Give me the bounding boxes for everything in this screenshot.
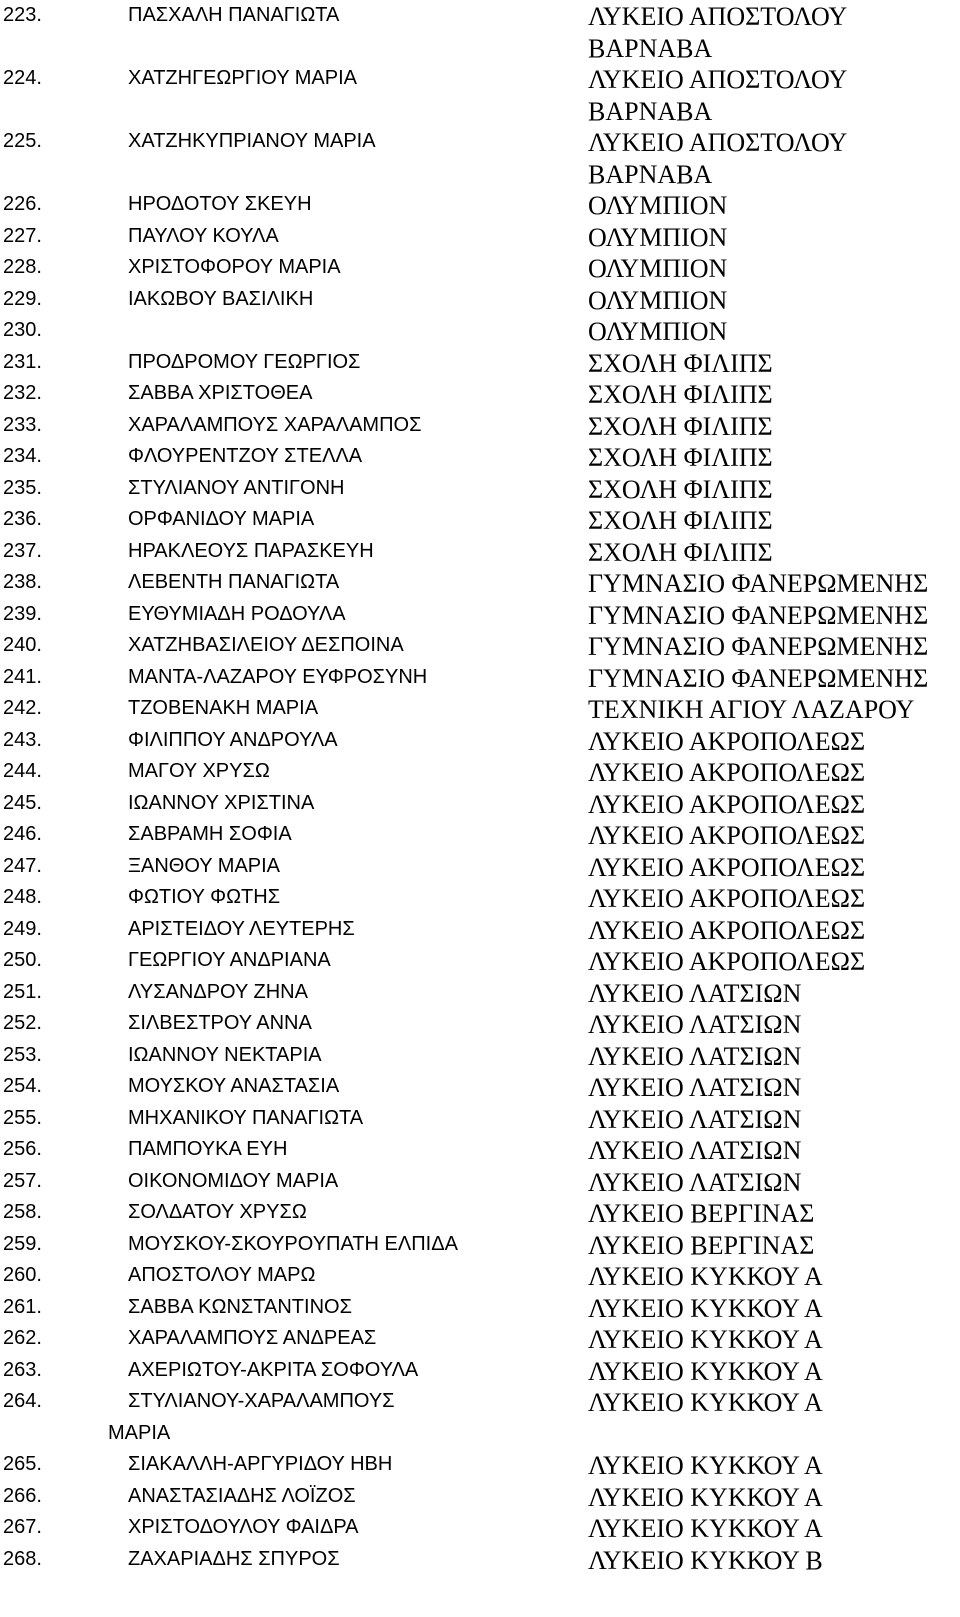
list-item <box>0 1229 960 1261</box>
person-name: ΠΑΜΠΟΥΚΑ ΕΥΗ <box>128 1138 288 1160</box>
person-name: ΟΙΚΟΝΟΜΙΔΟΥ ΜΑΡΙΑ <box>128 1169 339 1192</box>
row-number: 232. <box>3 382 42 404</box>
row-number: 248. <box>3 886 42 908</box>
list-item <box>0 1386 960 1449</box>
list-item <box>0 410 960 442</box>
list-item <box>0 1544 960 1576</box>
row-number: 258. <box>3 1201 42 1223</box>
school-name: ΛΥΚΕΙΟ ΑΚΡΟΠΟΛΕΩΣ <box>588 726 866 756</box>
person-name: ΣΑΒΒΑ ΚΩΝΣΤΑΝΤΙΝΟΣ <box>128 1295 352 1318</box>
school-name: ΟΛΥΜΠΙΟΝ <box>588 254 728 283</box>
list-item <box>0 347 960 379</box>
row-number: 245. <box>3 791 42 814</box>
list-item <box>0 473 960 505</box>
school-name: ΛΥΚΕΙΟ ΛΑΤΣΙΩΝ <box>588 1010 802 1039</box>
school-name: ΓΥΜΝΑΣΙΟ ΦΑΝΕΡΩΜΕΝΗΣ <box>588 663 929 693</box>
school-name: ΛΥΚΕΙΟ ΛΑΤΣΙΩΝ <box>588 1136 802 1165</box>
list-item <box>0 851 960 883</box>
person-name: ΣΤΥΛΙΑΝΟΥ ΑΝΤΙΓΟΝΗ <box>128 476 345 499</box>
row-number: 260. <box>3 1264 42 1286</box>
school-name: ΛΥΚΕΙΟ ΒΕΡΓΙΝΑΣ <box>588 1199 815 1228</box>
school-name: ΓΥΜΝΑΣΙΟ ΦΑΝΕΡΩΜΕΝΗΣ <box>588 632 929 661</box>
school-name: ΛΥΚΕΙΟ ΑΚΡΟΠΟΛΕΩΣ <box>588 821 866 850</box>
list-item <box>0 1260 960 1292</box>
school-name: ΛΥΚΕΙΟ ΑΚΡΟΠΟΛΕΩΣ <box>588 758 866 787</box>
row-number: 242. <box>3 697 42 719</box>
person-name: ΦΛΟΥΡΕΝΤΖΟΥ ΣΤΕΛΛΑ <box>128 445 363 467</box>
row-number: 227. <box>3 224 42 247</box>
person-name: ΧΑΤΖΗΒΑΣΙΛΕΙΟΥ ΔΕΣΠΟΙΝΑ <box>128 634 404 656</box>
row-number: 224. <box>3 67 42 89</box>
row-number: 252. <box>3 1012 42 1034</box>
person-name: ΙΑΚΩΒΟΥ ΒΑΣΙΛΙΚΗ <box>128 287 314 310</box>
person-name: ΤΖΟΒΕΝΑΚΗ ΜΑΡΙΑ <box>128 697 319 719</box>
school-name: ΣΧΟΛΗ ΦΙΛΙΠΣ <box>588 537 773 567</box>
row-number: 234. <box>3 445 42 467</box>
school-name: ΣΧΟΛΗ ΦΙΛΙΠΣ <box>588 506 773 535</box>
row-number: 239. <box>3 602 42 625</box>
school-name: ΤΕΧΝΙΚΗ ΑΓΙΟΥ ΛΑΖΑΡΟΥ <box>588 695 915 724</box>
list-item <box>0 1323 960 1355</box>
school-name: ΛΥΚΕΙΟ ΚΥΚΚΟΥ Α <box>588 1388 823 1417</box>
person-name: ΣΤΥΛΙΑΝΟΥ-ΧΑΡΑΛΑΜΠΟΥΣ ΜΑΡΙΑ <box>108 1390 395 1444</box>
list-item <box>0 662 960 694</box>
person-name: ΛΥΣΑΝΔΡΟΥ ΖΗΝΑ <box>128 980 308 1003</box>
school-name: ΛΥΚΕΙΟ ΑΚΡΟΠΟΛΕΩΣ <box>588 852 866 882</box>
person-name: ΧΑΡΑΛΑΜΠΟΥΣ ΑΝΔΡΕΑΣ <box>128 1327 377 1349</box>
person-name: ΟΡΦΑΝΙΔΟΥ ΜΑΡΙΑ <box>128 508 315 530</box>
list-item <box>0 1134 960 1166</box>
row-number: 257. <box>3 1169 42 1192</box>
list-item <box>0 504 960 536</box>
school-name: ΓΥΜΝΑΣΙΟ ΦΑΝΕΡΩΜΕΝΗΣ <box>588 569 929 598</box>
person-name: ΗΡΑΚΛΕΟΥΣ ΠΑΡΑΣΚΕΥΗ <box>128 539 374 562</box>
person-name: ΑΠΟΣΤΟΛΟΥ ΜΑΡΩ <box>128 1264 316 1286</box>
person-name: ΧΑΤΖΗΚΥΠΡΙΑΝΟΥ ΜΑΡΙΑ <box>128 130 376 152</box>
school-name: ΣΧΟΛΗ ΦΙΛΙΠΣ <box>588 474 773 504</box>
school-name: ΛΥΚΕΙΟ ΚΥΚΚΟΥ Α <box>588 1356 823 1386</box>
list-item <box>0 1292 960 1324</box>
list-item <box>0 599 960 631</box>
list-item <box>0 945 960 977</box>
list-item <box>0 1071 960 1103</box>
person-name: ΠΑΣΧΑΛΗ ΠΑΝΑΓΙΩΤΑ <box>128 4 340 26</box>
row-number: 247. <box>3 854 42 877</box>
school-name: ΛΥΚΕΙΟ ΒΕΡΓΙΝΑΣ <box>588 1230 815 1260</box>
school-name: ΛΥΚΕΙΟ ΑΚΡΟΠΟΛΕΩΣ <box>588 947 866 976</box>
person-name: ΣΟΛΔΑΤΟΥ ΧΡΥΣΩ <box>128 1201 307 1223</box>
person-name: ΙΩΑΝΝΟΥ ΧΡΙΣΤΙΝΑ <box>128 791 315 814</box>
row-number: 243. <box>3 728 42 751</box>
person-name: ΧΑΡΑΛΑΜΠΟΥΣ ΧΑΡΑΛΑΜΠΟΣ <box>128 413 422 436</box>
list-item <box>0 819 960 851</box>
person-name: ΧΑΤΖΗΓΕΩΡΓΙΟΥ ΜΑΡΙΑ <box>128 67 357 89</box>
person-name: ΜΟΥΣΚΟΥ ΑΝΑΣΤΑΣΙΑ <box>128 1075 340 1097</box>
list-item <box>0 378 960 410</box>
person-name: ΜΑΓΟΥ ΧΡΥΣΩ <box>128 760 270 782</box>
school-name: ΛΥΚΕΙΟ ΚΥΚΚΟΥ Α <box>588 1482 823 1512</box>
list-item <box>0 221 960 253</box>
row-number: 266. <box>3 1484 42 1507</box>
row-number: 263. <box>3 1358 42 1381</box>
list-item <box>0 567 960 599</box>
row-number: 251. <box>3 980 42 1003</box>
person-name: ΦΩΤΙΟΥ ΦΩΤΗΣ <box>128 886 281 908</box>
school-name: ΛΥΚΕΙΟ ΛΑΤΣΙΩΝ <box>588 978 802 1008</box>
row-number: 268. <box>3 1547 42 1570</box>
school-name: ΟΛΥΜΠΙΟΝ <box>588 222 728 252</box>
person-name: ΧΡΙΣΤΟΦΟΡΟΥ ΜΑΡΙΑ <box>128 256 341 278</box>
school-name: ΛΥΚΕΙΟ ΚΥΚΚΟΥ Α <box>588 1262 823 1291</box>
list-item <box>0 1040 960 1072</box>
row-number: 241. <box>3 665 42 688</box>
row-number: 226. <box>3 193 42 215</box>
person-name: ΠΑΥΛΟΥ ΚΟΥΛΑ <box>128 224 279 247</box>
list-item <box>0 914 960 946</box>
row-number: 265. <box>3 1453 42 1475</box>
school-name: ΟΛΥΜΠΙΟΝ <box>588 191 728 220</box>
list-item <box>0 725 960 757</box>
school-name: ΛΥΚΕΙΟ ΚΥΚΚΟΥ Α <box>588 1293 823 1323</box>
person-name: ΜΗΧΑΝΙΚΟΥ ΠΑΝΑΓΙΩΤΑ <box>128 1106 364 1129</box>
person-name: ΜΑΝΤΑ-ΛΑΖΑΡΟΥ ΕΥΦΡΟΣΥΝΗ <box>128 665 428 688</box>
row-number: 261. <box>3 1295 42 1318</box>
row-number: 223. <box>3 4 42 26</box>
school-name: ΛΥΚΕΙΟ ΛΑΤΣΙΩΝ <box>588 1167 802 1197</box>
person-name: ΜΟΥΣΚΟΥ-ΣΚΟΥΡΟΥΠΑΤΗ ΕΛΠΙΔΑ <box>128 1232 458 1255</box>
list-item <box>0 1355 960 1387</box>
list-item <box>0 63 960 126</box>
row-number: 240. <box>3 634 42 656</box>
list-item <box>0 441 960 473</box>
list-item <box>0 630 960 662</box>
row-number: 229. <box>3 287 42 310</box>
row-number: 253. <box>3 1043 42 1066</box>
person-name: ΙΩΑΝΝΟΥ ΝΕΚΤΑΡΙΑ <box>128 1043 322 1066</box>
list-item <box>0 693 960 725</box>
list-item <box>0 189 960 221</box>
row-number: 262. <box>3 1327 42 1349</box>
list-item <box>0 1449 960 1481</box>
row-number: 249. <box>3 917 42 940</box>
row-number: 267. <box>3 1516 42 1538</box>
school-name: ΛΥΚΕΙΟ ΚΥΚΚΟΥ Α <box>588 1514 823 1543</box>
person-name: ΕΥΘΥΜΙΑΔΗ ΡΟΔΟΥΛΑ <box>128 602 346 625</box>
school-name: ΛΥΚΕΙΟ ΛΑΤΣΙΩΝ <box>588 1104 802 1134</box>
school-name: ΣΧΟΛΗ ΦΙΛΙΠΣ <box>588 380 773 409</box>
row-number: 246. <box>3 823 42 845</box>
row-number: 225. <box>3 130 42 152</box>
row-number: 264. <box>3 1390 42 1412</box>
person-name: ΖΑΧΑΡΙΑΔΗΣ ΣΠΥΡΟΣ <box>128 1547 340 1570</box>
list-item <box>0 756 960 788</box>
person-name: ΑΝΑΣΤΑΣΙΑΔΗΣ ΛΟΪΖΟΣ <box>128 1484 356 1507</box>
person-name: ΣΑΒΡΑΜΗ ΣΟΦΙΑ <box>128 823 292 845</box>
row-number: 238. <box>3 571 42 593</box>
list-item <box>0 0 960 63</box>
row-number: 228. <box>3 256 42 278</box>
list-item <box>0 536 960 568</box>
person-name: ΞΑΝΘΟΥ ΜΑΡΙΑ <box>128 854 281 877</box>
row-number: 235. <box>3 476 42 499</box>
list-item <box>0 1197 960 1229</box>
person-name: ΣΙΛΒΕΣΤΡΟΥ ΑΝΝΑ <box>128 1012 312 1034</box>
person-name: ΑΡΙΣΤΕΙΔΟΥ ΛΕΥΤΕΡΗΣ <box>128 917 355 940</box>
school-name: ΛΥΚΕΙΟ ΑΠΟΣΤΟΛΟΥ ΒΑΡΝΑΒΑ <box>588 2 847 63</box>
school-name: ΛΥΚΕΙΟ ΑΚΡΟΠΟΛΕΩΣ <box>588 884 866 913</box>
list-item <box>0 284 960 316</box>
list-item <box>0 1481 960 1513</box>
person-name: ΦΙΛΙΠΠΟΥ ΑΝΔΡΟΥΛΑ <box>128 728 338 751</box>
list-item <box>0 1008 960 1040</box>
list-item <box>0 977 960 1009</box>
row-number: 231. <box>3 350 42 373</box>
row-number: 254. <box>3 1075 42 1097</box>
list-item <box>0 315 960 347</box>
school-name: ΣΧΟΛΗ ΦΙΛΙΠΣ <box>588 411 773 441</box>
person-name: ΣΑΒΒΑ ΧΡΙΣΤΟΘΕΑ <box>128 382 313 404</box>
row-number: 233. <box>3 413 42 436</box>
school-name: ΛΥΚΕΙΟ ΑΠΟΣΤΟΛΟΥ ΒΑΡΝΑΒΑ <box>588 65 847 126</box>
school-name: ΛΥΚΕΙΟ ΚΥΚΚΟΥ Β <box>588 1545 823 1575</box>
person-name: ΠΡΟΔΡΟΜΟΥ ΓΕΩΡΓΙΟΣ <box>128 350 361 373</box>
person-name: ΧΡΙΣΤΟΔΟΥΛΟΥ ΦΑΙΔΡΑ <box>128 1516 359 1538</box>
person-name: ΛΕΒΕΝΤΗ ΠΑΝΑΓΙΩΤΑ <box>128 571 340 593</box>
school-name: ΛΥΚΕΙΟ ΚΥΚΚΟΥ Α <box>588 1325 823 1354</box>
list-item <box>0 1103 960 1135</box>
school-name: ΟΛΥΜΠΙΟΝ <box>588 285 728 315</box>
school-name: ΛΥΚΕΙΟ ΑΠΟΣΤΟΛΟΥ ΒΑΡΝΑΒΑ <box>588 128 847 189</box>
school-name: ΛΥΚΕΙΟ ΛΑΤΣΙΩΝ <box>588 1041 802 1071</box>
list-item <box>0 1166 960 1198</box>
row-number: 244. <box>3 760 42 782</box>
list-item <box>0 126 960 189</box>
school-name: ΣΧΟΛΗ ΦΙΛΙΠΣ <box>588 348 773 378</box>
school-name: ΛΥΚΕΙΟ ΑΚΡΟΠΟΛΕΩΣ <box>588 789 866 819</box>
list-item <box>0 1512 960 1544</box>
list-item <box>0 882 960 914</box>
school-name: ΟΛΥΜΠΙΟΝ <box>588 317 728 346</box>
school-name: ΓΥΜΝΑΣΙΟ ΦΑΝΕΡΩΜΕΝΗΣ <box>588 600 929 630</box>
person-name: ΗΡΟΔΟΤΟΥ ΣΚΕΥΗ <box>128 193 312 215</box>
person-name: ΓΕΩΡΓΙΟΥ ΑΝΔΡΙΑΝΑ <box>128 949 331 971</box>
school-name: ΛΥΚΕΙΟ ΚΥΚΚΟΥ Α <box>588 1451 823 1480</box>
person-name: ΑΧΕΡΙΩΤΟΥ-ΑΚΡΙΤΑ ΣΟΦΟΥΛΑ <box>128 1358 419 1381</box>
list-item <box>0 252 960 284</box>
row-number: 255. <box>3 1106 42 1129</box>
row-number: 256. <box>3 1138 42 1160</box>
row-number: 259. <box>3 1232 42 1255</box>
row-number: 230. <box>3 319 42 341</box>
school-name: ΛΥΚΕΙΟ ΛΑΤΣΙΩΝ <box>588 1073 802 1102</box>
row-number: 237. <box>3 539 42 562</box>
person-name: ΣΙΑΚΑΛΛΗ-ΑΡΓΥΡΙΔΟΥ ΗΒΗ <box>128 1453 393 1475</box>
school-name: ΣΧΟΛΗ ΦΙΛΙΠΣ <box>588 443 773 472</box>
row-number: 236. <box>3 508 42 530</box>
row-number: 250. <box>3 949 42 971</box>
school-name: ΛΥΚΕΙΟ ΑΚΡΟΠΟΛΕΩΣ <box>588 915 866 945</box>
list-item <box>0 788 960 820</box>
